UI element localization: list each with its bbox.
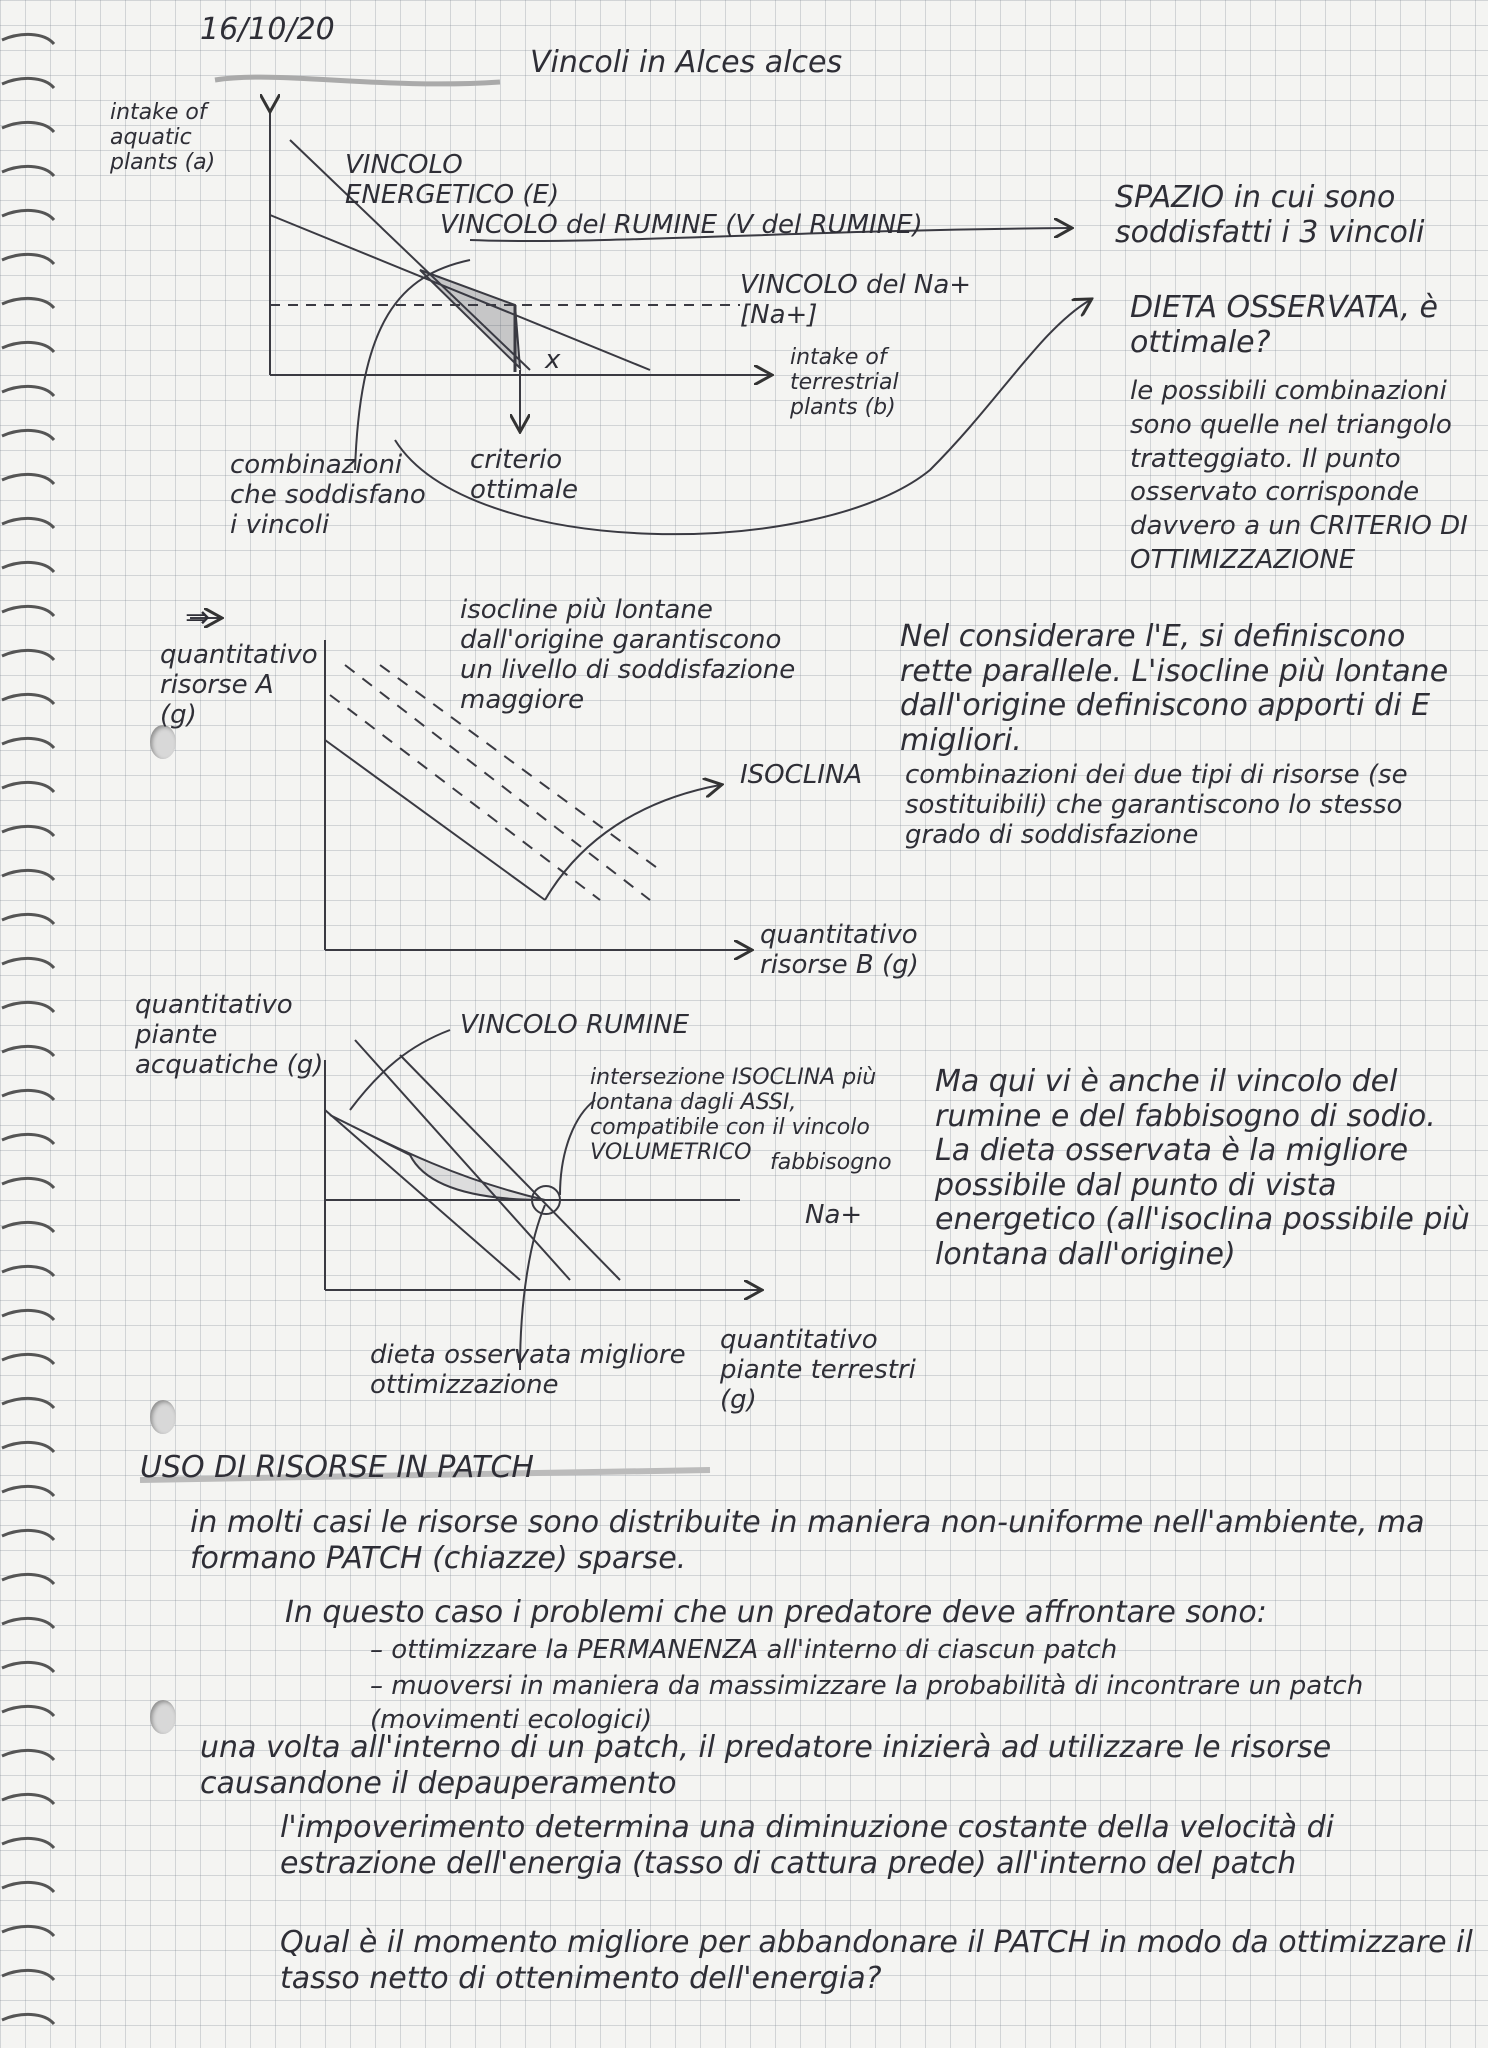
graph1-combinazioni-label: combinazioni che soddisfano i vincoli (230, 450, 426, 540)
section-paragraph-3: una volta all'interno di un patch, il predatore inizierà ad utilizzare le risorse causandone il depauperamento (200, 1730, 1332, 1801)
graph2-isoclina-label: ISOCLINA (740, 760, 863, 790)
graph1-energy-label: VINCOLO ENERGETICO (E) (345, 150, 560, 210)
graph2-arrow-glyph: ⇒ (185, 600, 211, 635)
page-date: 16/10/20 (200, 12, 335, 47)
notes1-spazio: SPAZIO in cui sono soddisfatti i 3 vincoli (1115, 180, 1425, 250)
graph3-fabbisogno-label: fabbisogno (770, 1150, 892, 1175)
graph1-rumen-label: VINCOLO del RUMINE (V del RUMINE) (440, 210, 923, 240)
graph1-y-label: intake of aquatic plants (a) (110, 100, 216, 175)
graph3-na-label: Na+ (805, 1200, 863, 1230)
graph3-dieta-label: dieta osservata migliore ottimizzazione (370, 1340, 686, 1400)
graph1-criterio-label: criterio ottimale (470, 445, 578, 505)
graph1-feasible-region (420, 270, 520, 368)
graph1-na-label: VINCOLO del Na+ [Na+] (740, 270, 972, 330)
notes1-dieta-text: le possibili combinazioni sono quelle nel triangolo tratteggiato. Il punto osservato corrisponde davvero a un CRITERIO DI OTTIMIZZAZIONE (1130, 376, 1468, 575)
graph1-x-label: intake of terrestrial plants (b) (790, 345, 899, 420)
section-paragraph-2: In questo caso i problemi che un predatore deve affrontare sono: (285, 1595, 1267, 1630)
graph3-rumen-line (355, 1040, 570, 1280)
graph2-arrow-isoclina (545, 785, 720, 900)
notes3-text: Ma qui vi è anche il vincolo del rumine e del fabbisogno di sodio. La dieta osservata è la migliore possibile dal punto di vista energetico (all'isoclina possibile più lontana dall'origine) (935, 1064, 1470, 1272)
graph3-intersezione-label: intersezione ISOCLINA più lontana dagli ASSI, compatibile con il vincolo VOLUMETRICO (590, 1065, 877, 1165)
graph1-point-x: x (545, 345, 561, 375)
section-bullet-1: – ottimizzare la PERMANENZA all'interno di ciascun patch (370, 1635, 1118, 1665)
graph2-x-label: quantitativo risorse B (g) (760, 920, 919, 980)
graph2-isocline-1 (325, 740, 545, 900)
graph3-y-label: quantitativo piante acquatiche (g) (135, 990, 324, 1080)
graph3-rumen-label: VINCOLO RUMINE (460, 1010, 690, 1040)
notes1-dieta-title: DIETA OSSERVATA, è ottimale? (1130, 290, 1438, 360)
section-paragraph-4: l'impoverimento determina una diminuzione costante della velocità di estrazione dell'energia (tasso di cattura prede) all'interno del patch (280, 1810, 1334, 1881)
scribble-out (215, 77, 500, 84)
graph3-feasible-region (330, 1115, 545, 1200)
section-heading: USO DI RISORSE IN PATCH (140, 1450, 534, 1485)
section-bullet-2: – muoversi in maniera da massimizzare la probabilità di incontrare un patch (movimenti ecologici) (370, 1671, 1364, 1735)
page-title: Vincoli in Alces alces (530, 45, 843, 80)
notes2-text: Nel considerare l'E, si definiscono rette parallele. L'isocline più lontane dall'origine definiscono apporti di E migliori. (900, 619, 1449, 758)
section-paragraph-5: Qual è il momento migliore per abbandonare il PATCH in modo da ottimizzare il tasso netto di ottenimento dell'energia? (280, 1925, 1473, 1996)
graph3-arrow-rumine (350, 1030, 450, 1110)
graph2-y-label: quantitativo risorse A (g) (160, 640, 318, 730)
graph2-isoclina-text: combinazioni dei due tipi di risorse (se sostituibili) che garantiscono lo stesso grado di soddisfazione (905, 760, 1408, 850)
graph2-top-note: isocline più lontane dall'origine garantiscono un livello di soddisfazione maggiore (460, 595, 796, 715)
section-paragraph-1: in molti casi le risorse sono distribuite in maniera non-uniforme nell'ambiente, ma formano PATCH (chiazze) sparse. (190, 1505, 1425, 1576)
graph3-x-label: quantitativo piante terrestri (g) (720, 1325, 916, 1415)
